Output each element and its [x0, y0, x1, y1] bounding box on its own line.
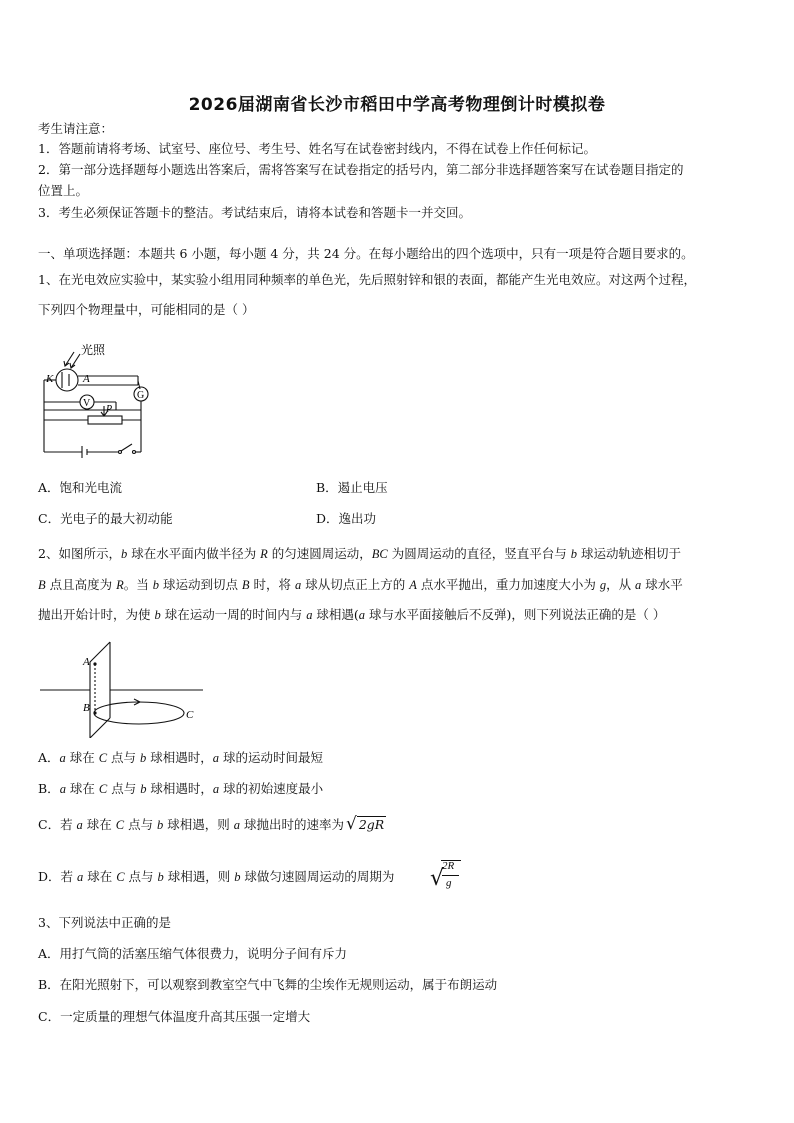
notice-item-2-line-1: 2．第一部分选择题每小题选出答案后，需将答案写在试卷指定的括号内，第二部分非选择题答案写在试卷题目指定的 [38, 162, 684, 177]
notice-heading: 考生请注意： [38, 121, 114, 136]
q2-option-d: D．若 a 球在 C 点与 b 球相遇，则 b 球做匀速圆周运动的周期为 [38, 869, 395, 884]
q2-stem-line-2: B 点且高度为 R。当 b 球运动到切点 B 时，将 a 球从切点正上方的 A 点水平抛出，重力加速度大小为 g，从 a 球水平 [38, 577, 683, 592]
q3-option-a: A．用打气筒的活塞压缩气体很费力，说明分子间有斥力 [38, 946, 348, 961]
point-b-label: B [83, 702, 90, 714]
page-title: 2026届湖南省长沙市稻田中学高考物理倒计时模拟卷 [188, 95, 606, 115]
q2-stem-line-3: 抛出开始计时，为使 b 球在运动一周的时间内与 a 球相遇(a 球与水平面接触后不反弹)，则下列说法正确的是（ ） [38, 607, 666, 622]
light-label: 光照 [81, 343, 106, 357]
sqrt-sign: √ [345, 814, 357, 834]
fraction-denominator: g [446, 877, 452, 889]
cathode-label: K [46, 373, 54, 385]
notice-item-2-line-2: 位置上。 [38, 183, 89, 198]
voltmeter-label: V [83, 398, 91, 409]
galvanometer-label: G [137, 390, 145, 401]
q3-stem: 3、下列说法中正确的是 [38, 915, 171, 930]
point-a-label: A [83, 656, 90, 668]
q2-option-a: A．a 球在 C 点与 b 球相遇时，a 球的运动时间最短 [38, 750, 323, 765]
q2-option-b: B．a 球在 C 点与 b 球相遇时，a 球的初始速度最小 [38, 781, 324, 796]
q3-option-c: C．一定质量的理想气体温度升高其压强一定增大 [38, 1009, 311, 1024]
platform-circle-figure [38, 638, 208, 738]
photoelectric-circuit-figure [38, 340, 158, 458]
q1-stem-line-1: 1、在光电效应实验中，某实验小组用同种频率的单色光，先后照射锌和银的表面，都能产生光电效应。对这两个过程， [38, 272, 696, 287]
q1-option-b: B．遏止电压 [316, 480, 388, 495]
period-formula [430, 856, 464, 896]
q1-stem-line-2: 下列四个物理量中，可能相同的是（ ） [38, 302, 255, 317]
notice-item-3: 3．考生必须保证答题卡的整洁。考试结束后，请将本试卷和答题卡一并交回。 [38, 205, 471, 220]
sqrt-sign: √ [430, 866, 445, 891]
q3-option-b: B．在阳光照射下，可以观察到教室空气中飞舞的尘埃作无规则运动，属于布朗运动 [38, 977, 498, 992]
q2-option-c: C．若 a 球在 C 点与 b 球相遇，则 a 球抛出时的速率为 √ 2gR [38, 814, 385, 834]
q1-option-c: C．光电子的最大初动能 [38, 511, 173, 526]
q1-option-d: D．逸出功 [316, 511, 377, 526]
q1-option-a: A．饱和光电流 [38, 480, 123, 495]
q2-stem-line-1: 2、如图所示，b 球在水平面内做半径为 R 的匀速圆周运动，BC 为圆周运动的直径，竖直平台与 b 球运动轨迹相切于 [38, 546, 681, 561]
fraction-numerator: 2R [442, 860, 455, 872]
notice-item-1: 1．答题前请将考场、试室号、座位号、考生号、姓名写在试卷密封线内，不得在试卷上作任何标记。 [38, 141, 596, 156]
sqrt-radicand: 2gR [358, 817, 385, 832]
point-c-label: C [186, 709, 194, 721]
anode-label: A [83, 373, 90, 385]
section-heading: 一、单项选择题：本题共 6 小题，每小题 4 分，共 24 分。在每小题给出的四个选项中，只有一项是符合题目要求的。 [38, 246, 694, 261]
slider-label: P [106, 404, 113, 415]
